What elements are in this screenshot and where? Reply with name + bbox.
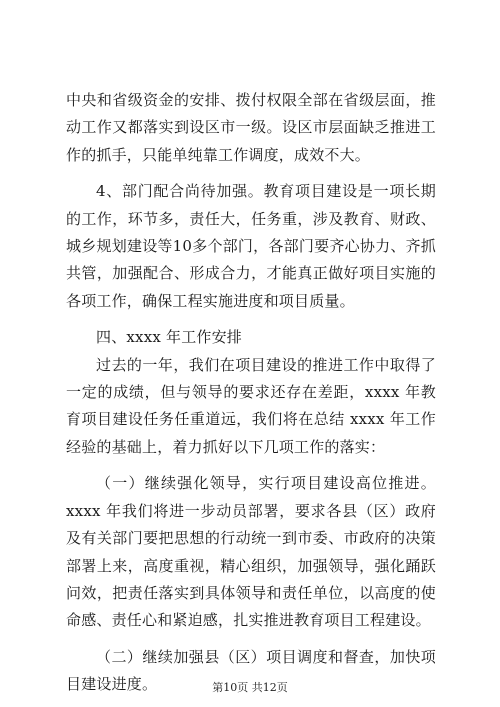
- page-number-footer: 第10页 共12页: [212, 681, 288, 694]
- paragraph-strengthen-leadership: （一）继续强化领导，实行项目建设高位推进。xxxx 年我们将进一步动员部署，要求各县（区）政府及有关部门要把思想的行动统一到市委、市政府的决策部署上来，高度重视，精心组织，加强领导，强化踊跃问效，把责任落实到具体领导和责任单位，以高度的使命感、责任心和紧迫感，扎实推进教育项目工程建设。: [66, 474, 436, 630]
- paragraph-project-scheduling: （二）继续加强县（区）项目调度和督查，加快项目建设进度。: [66, 647, 436, 694]
- paragraph-funding-authority: 中央和省级资金的安排、拨付权限全部在省级层面，推动工作又都落实到设区市一级。设区市层面缺乏推进工作的抓手，只能单纯靠工作调度，成效不大。: [66, 91, 436, 164]
- section-heading-work-plan: 四、xxxx 年工作安排: [96, 328, 243, 347]
- paragraph-past-year-review: 过去的一年，我们在项目建设的推进工作中取得了一定的成绩，但与领导的要求还存在差距，xxxx 年教育项目建设任务任重道远，我们将在总结 xxxx 年工作经验的基础上，着力抓好以下几项工作的落实：: [66, 355, 436, 456]
- paragraph-department-coordination: 4、部门配合尚待加强。教育项目建设是一项长期的工作，环节多，责任大，任务重，涉及教育、财政、城乡规划建设等10多个部门，各部门要齐心协力、齐抓共管，加强配合、形成合力，才能真正做好项目实施的各项工作，确保工程实施进度和项目质量。: [66, 182, 436, 310]
- document-body: [66, 87, 436, 699]
